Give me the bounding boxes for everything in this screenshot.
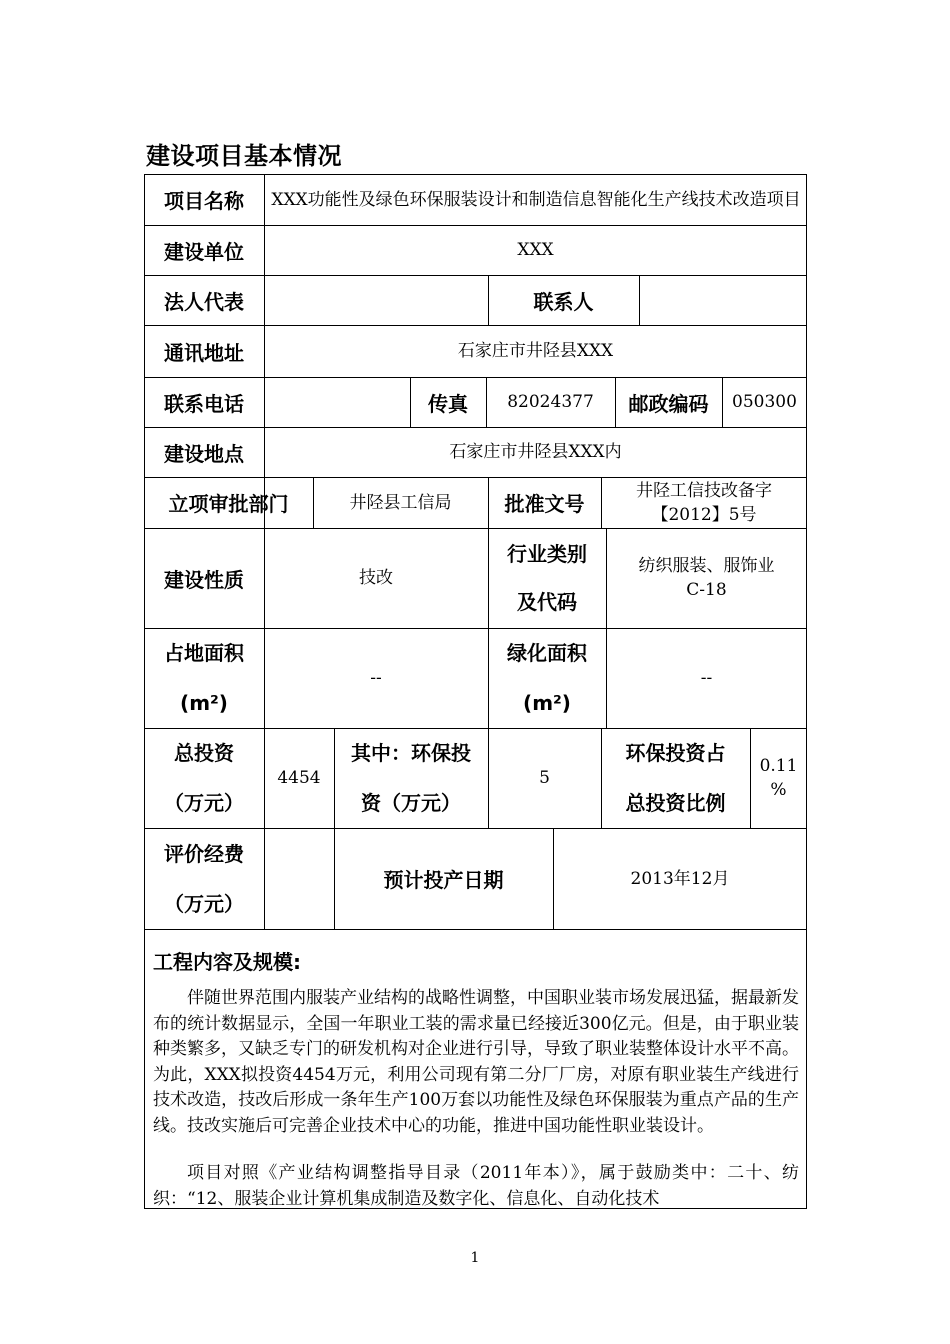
page-title: 建设项目基本情况 [146,142,342,170]
land-area-label-line1: 占地面积 [164,641,244,665]
section-heading: 工程内容及规模: [153,950,301,974]
env-ratio-label [601,728,750,828]
total-invest-label [144,728,264,828]
approval-dept-label: 立项审批部门 [168,492,289,516]
industry-value-line1: 纺织服装、服饰业 [638,556,775,576]
section-paragraph-2: 项目对照《产业结构调整指导目录（2011年本）》，属于鼓励类中：二十、纺织：“12、服装企业计算机集成制造及数字化、信息化、自动化技术 [153,1163,799,1209]
postcode-label: 邮政编码 [628,391,709,416]
address-value: 石家庄市井陉县XXX [457,341,614,361]
green-area-value: -- [700,668,713,688]
page-number: 1 [470,1250,480,1266]
env-ratio-value-line1: 0.11 [759,756,798,776]
address-label: 通讯地址 [164,340,244,365]
nature-label: 建设性质 [164,567,244,592]
industry-label-line2: 及代码 [517,590,577,614]
approval-no-value [601,477,807,528]
eval-fee-label-line1: 评价经费 [164,841,244,866]
approval-no-line1: 井陉工信技改备字 [636,480,772,501]
env-invest-label-line1: 其中：环保投 [351,741,471,765]
env-invest-label [334,728,488,828]
fax-value: 82024377 [507,392,594,412]
contact-label: 联系人 [533,289,594,314]
industry-value [606,528,807,628]
section-paragraph-1: 伴随世界范围内服装产业结构的战略性调整，中国职业装市场发展迅猛，据最新发布的统计数据显示，全国一年职业工装的需求量已经接近300亿元。但是，由于职业装种类繁多，又缺乏专门的研发机构对企业进行引导，导致了职业装整体设计水平不高。为此，XXX拟投资4454万元，利用公司现有第二分厂厂房，对原有职业装生产线进行技术改造，技改后形成一条年生产100万套以功能性及绿色环保服装为重点产品的生产线。技改实施后可完善企业技术中心的功能，推进中国功能性职业装设计。 [153,988,799,1136]
approval-no-label: 批准文号 [504,492,585,516]
green-area-label [488,628,606,728]
land-area-label-line2: (m²) [180,691,228,715]
phone-label: 联系电话 [164,391,244,416]
nature-value: 技改 [359,568,393,588]
total-invest-value: 4454 [277,768,321,788]
env-ratio-label-line2: 总投资比例 [625,791,726,815]
green-area-label-line2: (m²) [523,691,571,715]
site-value: 石家庄市井陉县XXX内 [449,442,622,462]
total-invest-label-line2: （万元） [164,791,244,815]
project-name-label: 项目名称 [164,189,244,213]
eval-fee-label-line2: （万元） [164,891,244,916]
land-area-label [144,628,264,728]
legal-rep-label: 法人代表 [164,289,244,314]
industry-label [488,528,606,628]
env-invest-value: 5 [539,768,550,788]
env-ratio-value-line2: % [770,780,787,800]
builder-value: XXX [517,240,554,260]
eval-fee-value [264,828,334,929]
approval-no-line2: 【2012】5号 [651,504,757,525]
site-label: 建设地点 [164,441,244,466]
green-area-label-line1: 绿化面积 [507,641,587,665]
land-area-value: -- [370,668,382,688]
approval-dept-value: 井陉县工信局 [349,492,452,513]
env-ratio-value [750,728,807,828]
legal-rep-value [264,275,488,325]
postcode-value: 050300 [732,392,797,412]
env-invest-label-line2: 资（万元） [361,791,461,815]
contact-value [639,275,807,325]
industry-label-line1: 行业类别 [507,542,587,566]
phone-value [264,377,410,427]
eval-fee-label [144,828,264,929]
project-name-value: XXX功能性及绿色环保服装设计和制造信息智能化生产线技术改造项目 [271,189,801,210]
industry-value-line2: C-18 [686,580,727,600]
production-date-value: 2013年12月 [630,868,730,889]
env-ratio-label-line1: 环保投资占 [625,741,726,765]
fax-label: 传真 [428,391,468,416]
total-invest-label-line1: 总投资 [174,741,234,765]
production-date-label: 预计投产日期 [383,868,504,892]
builder-label: 建设单位 [164,239,244,264]
